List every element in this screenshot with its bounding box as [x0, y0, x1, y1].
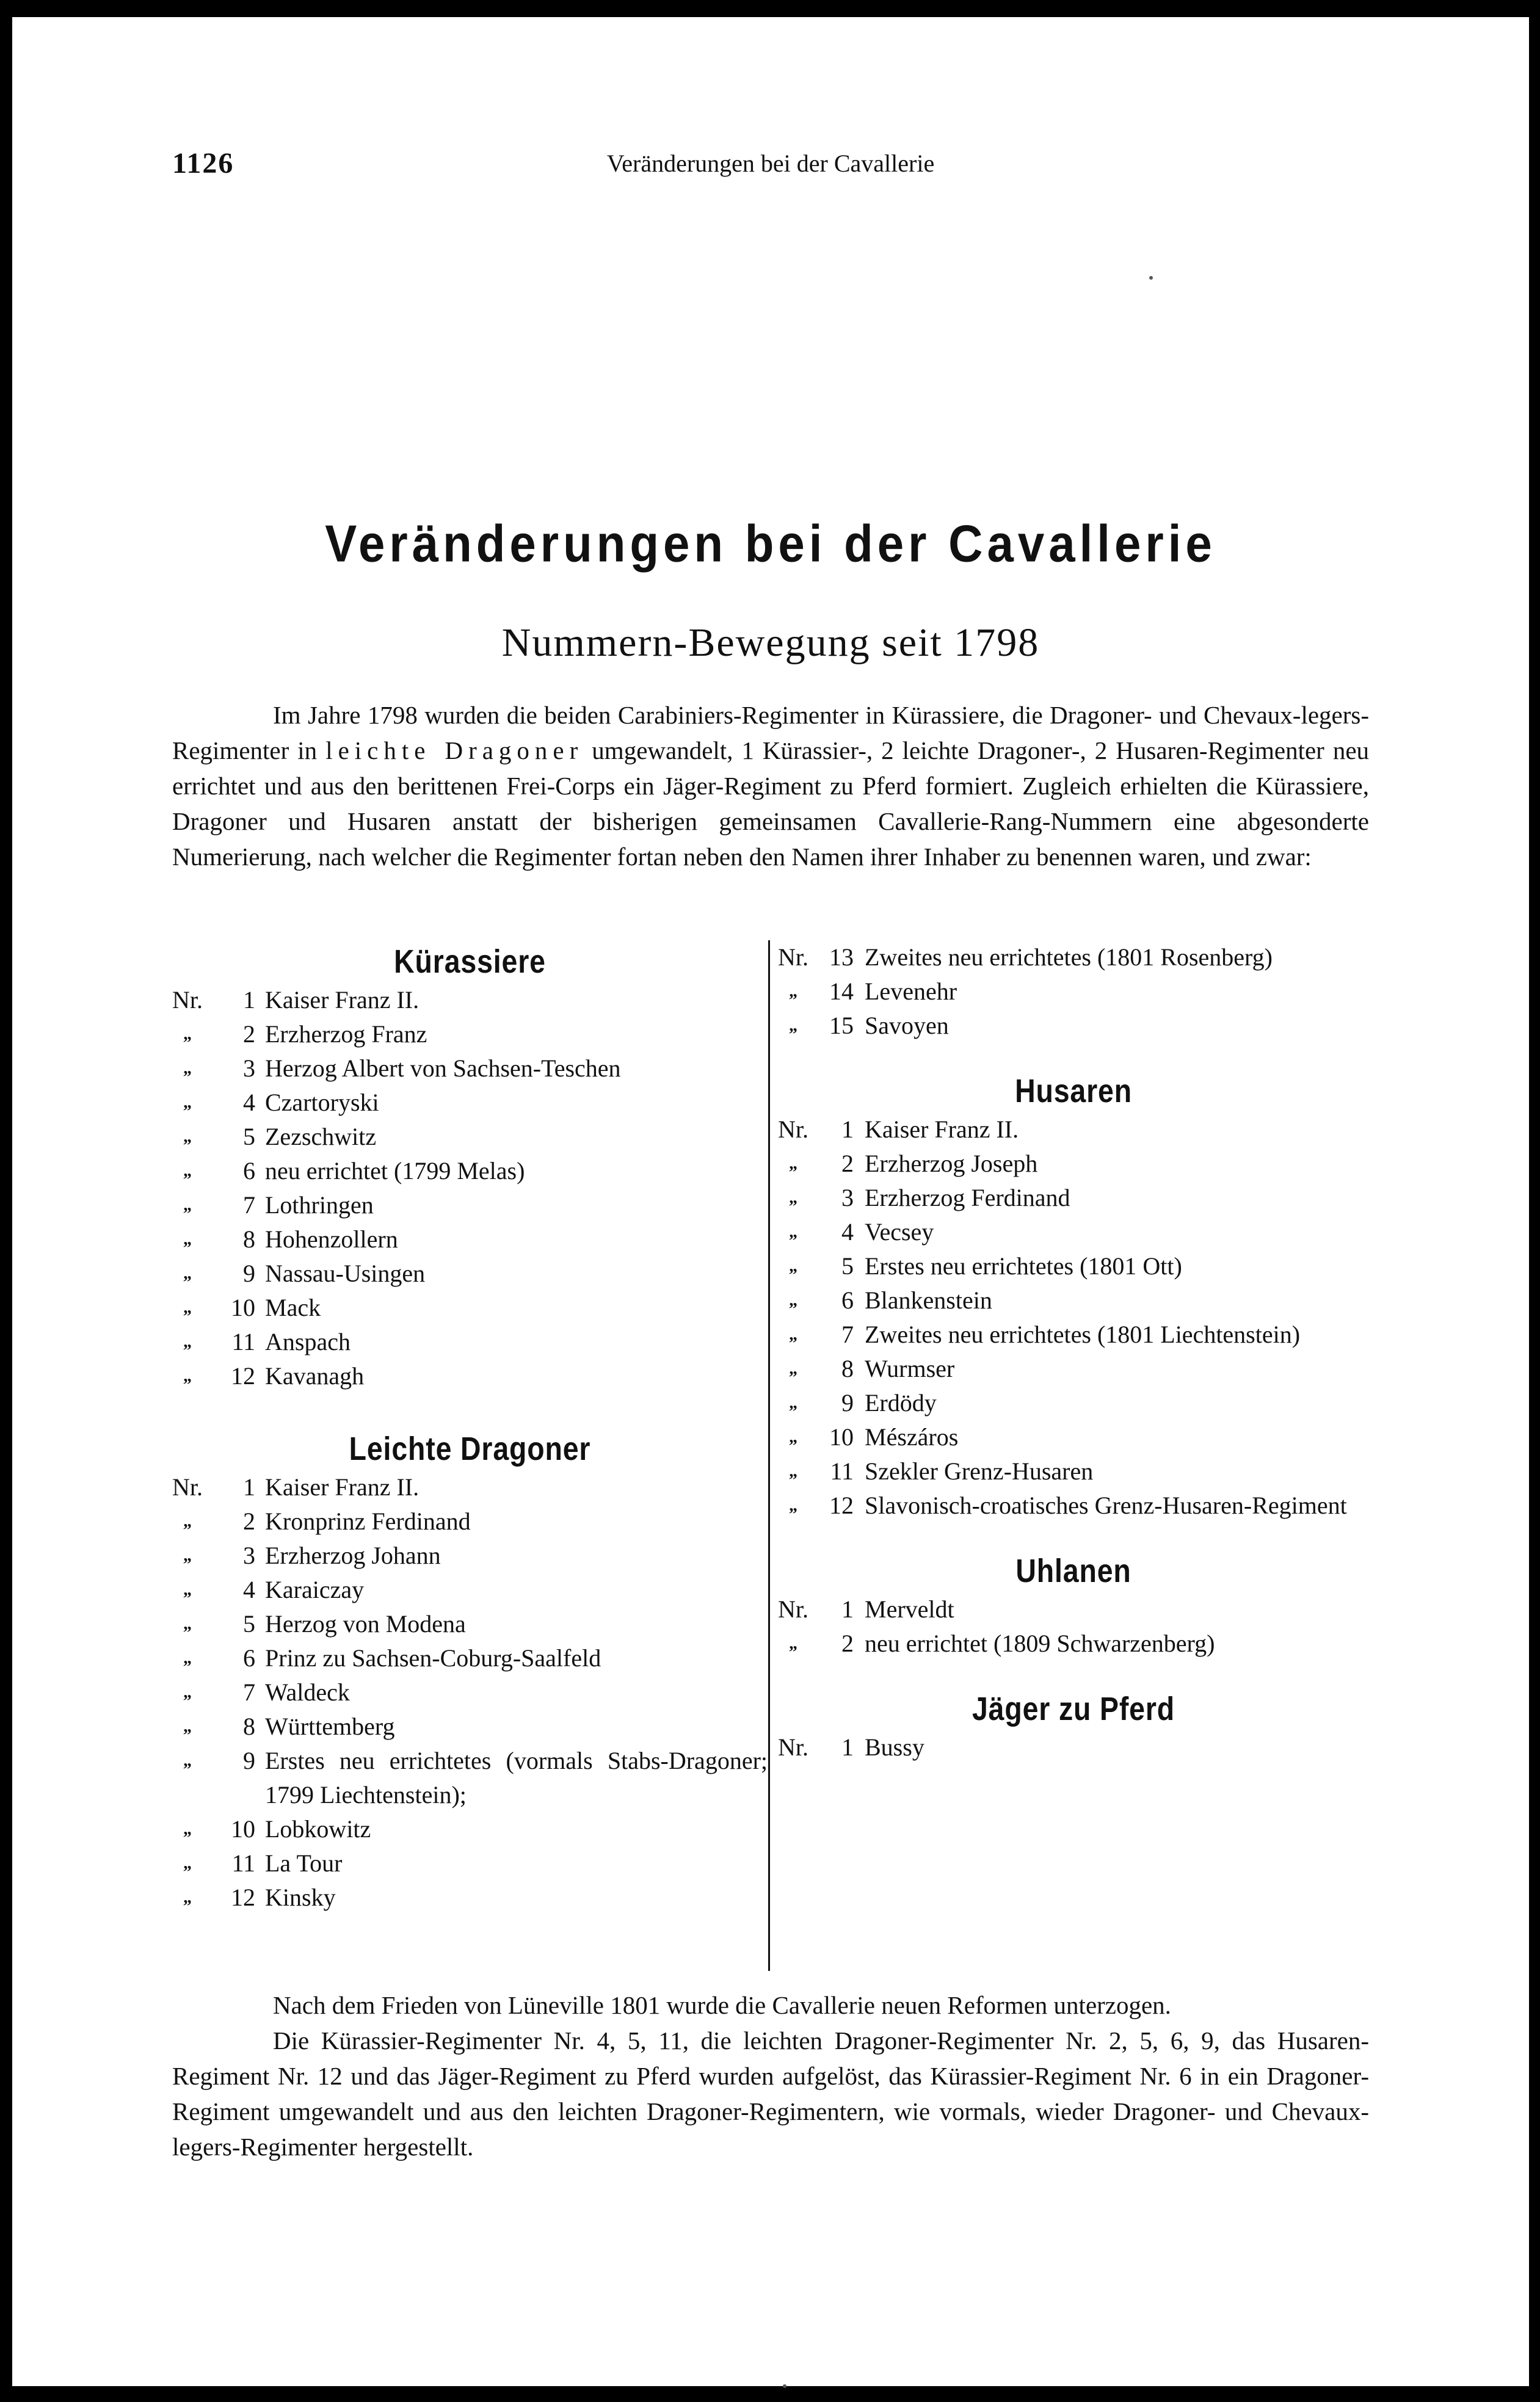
entry-prefix: „: [789, 1188, 797, 1207]
entry-prefix: Nr.: [172, 986, 203, 1014]
entry-number: 10: [231, 1294, 255, 1321]
list-item: [172, 1573, 768, 1607]
entry-name: Erstes neu errichtetes (1801 Ott): [865, 1252, 1182, 1280]
list-item: [172, 1846, 768, 1881]
entry-number: 7: [243, 1191, 255, 1219]
entry-number: 10: [829, 1423, 854, 1451]
entry-name: Zezschwitz: [265, 1123, 377, 1150]
entry-number: 6: [243, 1157, 255, 1185]
entry-name: Kronprinz Ferdinand: [265, 1508, 471, 1535]
entry-name: Karaiczay: [265, 1576, 365, 1603]
entry-name: Czartoryski: [265, 1089, 379, 1116]
entry-name: Levenehr: [865, 978, 957, 1005]
entry-prefix: „: [183, 1196, 192, 1214]
intro-paragraph: [172, 697, 1369, 874]
entry-prefix: „: [789, 1462, 797, 1481]
entry-prefix: „: [183, 1230, 192, 1249]
entry-name: Erzherzog Joseph: [865, 1150, 1038, 1177]
entry-name: Slavonisch-croatisches Grenz-Husaren-Regiment: [865, 1492, 1347, 1519]
entry-name: Württemberg: [265, 1713, 395, 1740]
section-husaren: [778, 1070, 1369, 1523]
entry-number: 11: [231, 1328, 255, 1355]
list-item: [778, 1386, 1369, 1420]
list-item: [172, 1154, 768, 1188]
entry-number: 1: [841, 1733, 854, 1761]
entry-list: [778, 940, 1369, 1043]
list-item: [778, 1489, 1369, 1523]
section-jaeger-zu-pferd: [778, 1688, 1369, 1765]
page-number: 1126: [172, 147, 234, 180]
entry-number: 5: [243, 1123, 255, 1150]
entry-name: Mack: [265, 1294, 321, 1321]
list-item: [172, 1881, 768, 1915]
entry-name: Kaiser Franz II.: [865, 1116, 1019, 1143]
regiment-columns: [172, 940, 1369, 1972]
list-item: [172, 983, 768, 1017]
intro-spaced-text: leichte Dragoner: [325, 736, 584, 764]
entry-prefix: „: [183, 1366, 192, 1385]
entry-number: 14: [829, 978, 854, 1005]
list-item: [172, 1017, 768, 1051]
entry-list: [778, 1112, 1369, 1523]
entry-number: 2: [243, 1508, 255, 1535]
entry-name: Kaiser Franz II.: [265, 986, 420, 1014]
list-item: [778, 1249, 1369, 1283]
list-item: [778, 1009, 1369, 1043]
entry-prefix: „: [789, 1634, 797, 1653]
entry-prefix: „: [183, 1161, 192, 1180]
entry-prefix: „: [183, 1717, 192, 1736]
entry-prefix: „: [183, 1298, 192, 1317]
section-uhlanen: [778, 1550, 1369, 1661]
list-item: [172, 1812, 768, 1846]
list-item: [778, 1627, 1369, 1661]
entry-name: Erzherzog Johann: [265, 1542, 441, 1569]
entry-number: 11: [830, 1457, 854, 1485]
list-item: [172, 1710, 768, 1744]
entry-name: Wurmser: [865, 1355, 955, 1382]
entry-name: Erdödy: [865, 1389, 937, 1417]
entry-number: 9: [841, 1389, 854, 1417]
entry-name: neu errichtet (1799 Melas): [265, 1157, 525, 1185]
list-item: [172, 1675, 768, 1710]
entry-number: 1: [243, 1473, 255, 1501]
closing-paragraph-1: Nach dem Frieden von Lüneville 1801 wurde die Cavallerie neuen Reformen unterzogen.: [273, 1991, 1171, 2019]
entry-number: 1: [841, 1116, 854, 1143]
entry-list: [778, 1730, 1369, 1765]
entry-number: 15: [829, 1012, 854, 1039]
list-item: [778, 1147, 1369, 1181]
section-kuerassiere: [172, 940, 768, 1393]
list-item: [172, 1504, 768, 1539]
list-item: [172, 1325, 768, 1359]
entry-name: Nassau-Usingen: [265, 1260, 426, 1287]
entry-prefix: Nr.: [778, 1595, 808, 1623]
entry-prefix: „: [789, 1496, 797, 1515]
list-item: [172, 1291, 768, 1325]
entry-name: Bussy: [865, 1733, 924, 1761]
entry-name: Blankenstein: [865, 1286, 992, 1314]
list-item: [172, 1641, 768, 1675]
entry-number: 10: [231, 1815, 255, 1843]
section-leichte-dragoner: [172, 1428, 768, 1915]
entry-prefix: „: [183, 1751, 192, 1770]
page-subtitle: Nummern-Bewegung seit 1798: [501, 620, 1040, 665]
list-item: [172, 1188, 768, 1222]
entry-number: 4: [841, 1218, 854, 1246]
entry-number: 9: [243, 1260, 255, 1287]
entry-number: 6: [243, 1644, 255, 1672]
entry-name: Kavanagh: [265, 1362, 365, 1390]
entry-name: Herzog Albert von Sachsen-Teschen: [265, 1054, 621, 1082]
list-item: [778, 1730, 1369, 1765]
left-column: [172, 940, 768, 1915]
list-item: [172, 1539, 768, 1573]
entry-name: Lobkowitz: [265, 1815, 371, 1843]
entry-number: 12: [231, 1884, 255, 1911]
entry-prefix: Nr.: [172, 1473, 203, 1501]
list-item: [778, 1454, 1369, 1489]
entry-number: 9: [243, 1747, 255, 1774]
section-heading: Leichte Dragoner: [349, 1431, 591, 1467]
entry-name: Erzherzog Ferdinand: [865, 1184, 1070, 1211]
entry-name: Kaiser Franz II.: [265, 1473, 420, 1501]
entry-prefix: „: [183, 1614, 192, 1633]
entry-name: Szekler Grenz-Husaren: [865, 1457, 1094, 1485]
list-item: [778, 1352, 1369, 1386]
speck-mark: [1149, 276, 1153, 280]
entry-name: Lothringen: [265, 1191, 374, 1219]
entry-name: Erstes neu errichtetes (vormals Stabs-Dragoner; 1799 Liechtenstein);: [265, 1747, 768, 1809]
entry-prefix: „: [183, 1127, 192, 1146]
column-divider: [768, 940, 770, 1971]
entry-number: 1: [243, 986, 255, 1014]
entry-number: 2: [243, 1020, 255, 1048]
entry-name: La Tour: [265, 1849, 343, 1877]
entry-prefix: „: [789, 1325, 797, 1344]
list-item: [172, 1222, 768, 1257]
entry-prefix: „: [183, 1025, 192, 1043]
entry-name: Herzog von Modena: [265, 1610, 466, 1638]
entry-number: 11: [231, 1849, 255, 1877]
list-item: [172, 1086, 768, 1120]
entry-prefix: „: [183, 1649, 192, 1667]
entry-name: Vecsey: [865, 1218, 934, 1246]
list-item: [172, 1744, 768, 1812]
list-item: [778, 1318, 1369, 1352]
intro-text-2: umgewandelt, 1 Kürassier-, 2 leichte Dragoner-, 2 Husaren-Regimenter neu errichtet und aus den berittenen Frei-Corps ein Jäger-Regiment zu Pferd formiert. Zugleich erhielten die Kürassiere, Dragoner und Husaren anstatt der bisherigen gemeinsamen Cavallerie-Rang-Nummern eine abgesonderte Numerierung, nach welcher die Regimenter fortan neben den Namen ihrer Inhaber zu benennen waren, und zwar:: [172, 736, 1370, 871]
list-item: [778, 1112, 1369, 1147]
entry-number: 5: [243, 1610, 255, 1638]
entry-number: 8: [841, 1355, 854, 1382]
list-item: [778, 1215, 1369, 1249]
list-item: [778, 1283, 1369, 1318]
entry-prefix: „: [789, 1257, 797, 1275]
entry-name: Mészáros: [865, 1423, 959, 1451]
list-item: [172, 1470, 768, 1504]
list-item: [778, 1181, 1369, 1215]
entry-prefix: „: [789, 982, 797, 1001]
list-item: [172, 1120, 768, 1154]
page-title: Veränderungen bei der Cavallerie: [325, 513, 1216, 573]
entry-prefix: Nr.: [778, 1733, 808, 1761]
entry-number: 3: [841, 1184, 854, 1211]
entry-number: 2: [841, 1630, 854, 1657]
section-dragoner-continued: [778, 940, 1369, 1043]
entry-prefix: „: [183, 1546, 192, 1565]
entry-name: Merveldt: [865, 1595, 954, 1623]
entry-number: 4: [243, 1576, 255, 1603]
list-item: [172, 1257, 768, 1291]
entry-number: 5: [841, 1252, 854, 1280]
entry-number: 8: [243, 1225, 255, 1253]
entry-prefix: Nr.: [778, 943, 808, 971]
entry-prefix: „: [183, 1683, 192, 1702]
entry-name: Zweites neu errichtetes (1801 Liechtenstein): [865, 1321, 1301, 1348]
entry-number: 7: [243, 1678, 255, 1706]
list-item: [778, 1592, 1369, 1627]
entry-prefix: „: [183, 1512, 192, 1531]
section-heading: Kürassiere: [394, 943, 546, 980]
entry-number: 3: [243, 1542, 255, 1569]
entry-number: 3: [243, 1054, 255, 1082]
list-item: [172, 1607, 768, 1641]
entry-number: 8: [243, 1713, 255, 1740]
entry-prefix: „: [789, 1222, 797, 1241]
closing-paragraph-2: Die Kürassier-Regimenter Nr. 4, 5, 11, die leichten Dragoner-Regimenter Nr. 2, 5, 6, 9, das Husaren-Regiment Nr. 12 und das Jäger-Regiment zu Pferd wurden aufgelöst, das Kürassier-Regiment Nr. 6 in ein Dragoner-Regiment umgewandelt und aus den leichten Dragoner-Regimentern, wie vormals, wieder Dragoner- und Chevaux-legers-Regimenter hergestellt.: [172, 2026, 1369, 2161]
speck-mark: [783, 2384, 786, 2388]
entry-number: 12: [829, 1492, 854, 1519]
entry-name: Anspach: [265, 1328, 350, 1355]
entry-number: 7: [841, 1321, 854, 1348]
entry-list: [172, 1470, 768, 1915]
intro-text-1: Im Jahre 1798 wurden die beiden Carabiniers-Regimenter in Kürassiere, die Dragoner- und Chevaux-legers-Regimenter in: [172, 701, 1369, 764]
running-title: Veränderungen bei der Cavallerie: [606, 150, 935, 177]
entry-name: Waldeck: [265, 1678, 350, 1706]
entry-name: Hohenzollern: [265, 1225, 398, 1253]
list-item: [778, 1420, 1369, 1454]
entry-number: 1: [841, 1595, 854, 1623]
entry-name: Erzherzog Franz: [265, 1020, 427, 1048]
entry-prefix: „: [183, 1264, 192, 1283]
entry-name: Savoyen: [865, 1012, 949, 1039]
entry-prefix: „: [183, 1093, 192, 1112]
entry-number: 2: [841, 1150, 854, 1177]
entry-prefix: „: [183, 1332, 192, 1351]
closing-paragraphs: [172, 1987, 1369, 2164]
entry-number: 13: [829, 943, 854, 971]
entry-prefix: „: [789, 1291, 797, 1310]
entry-prefix: „: [183, 1820, 192, 1838]
entry-prefix: „: [789, 1359, 797, 1378]
entry-number: 12: [231, 1362, 255, 1390]
list-item: [172, 1051, 768, 1086]
entry-name: Kinsky: [265, 1884, 336, 1911]
section-heading: Uhlanen: [1015, 1553, 1131, 1589]
entry-list: [778, 1592, 1369, 1661]
entry-prefix: „: [183, 1059, 192, 1078]
entry-prefix: Nr.: [778, 1116, 808, 1143]
right-column: [778, 940, 1369, 1765]
entry-list: [172, 983, 768, 1393]
list-item: [172, 1359, 768, 1393]
list-item: [778, 974, 1369, 1009]
entry-prefix: „: [789, 1154, 797, 1173]
entry-prefix: „: [789, 1428, 797, 1446]
section-heading: Husaren: [1015, 1073, 1132, 1109]
document-page: [172, 0, 1369, 2402]
entry-number: 4: [243, 1089, 255, 1116]
list-item: [778, 940, 1369, 974]
running-header: [172, 147, 1369, 183]
entry-name: Prinz zu Sachsen-Coburg-Saalfeld: [265, 1644, 601, 1672]
entry-prefix: „: [789, 1016, 797, 1035]
entry-name: neu errichtet (1809 Schwarzenberg): [865, 1630, 1215, 1657]
entry-prefix: „: [789, 1393, 797, 1412]
section-heading: Jäger zu Pferd: [972, 1691, 1175, 1727]
entry-number: 6: [841, 1286, 854, 1314]
entry-prefix: „: [183, 1580, 192, 1599]
entry-prefix: „: [183, 1888, 192, 1907]
entry-prefix: „: [183, 1854, 192, 1873]
entry-name: Zweites neu errichtetes (1801 Rosenberg): [865, 943, 1273, 971]
